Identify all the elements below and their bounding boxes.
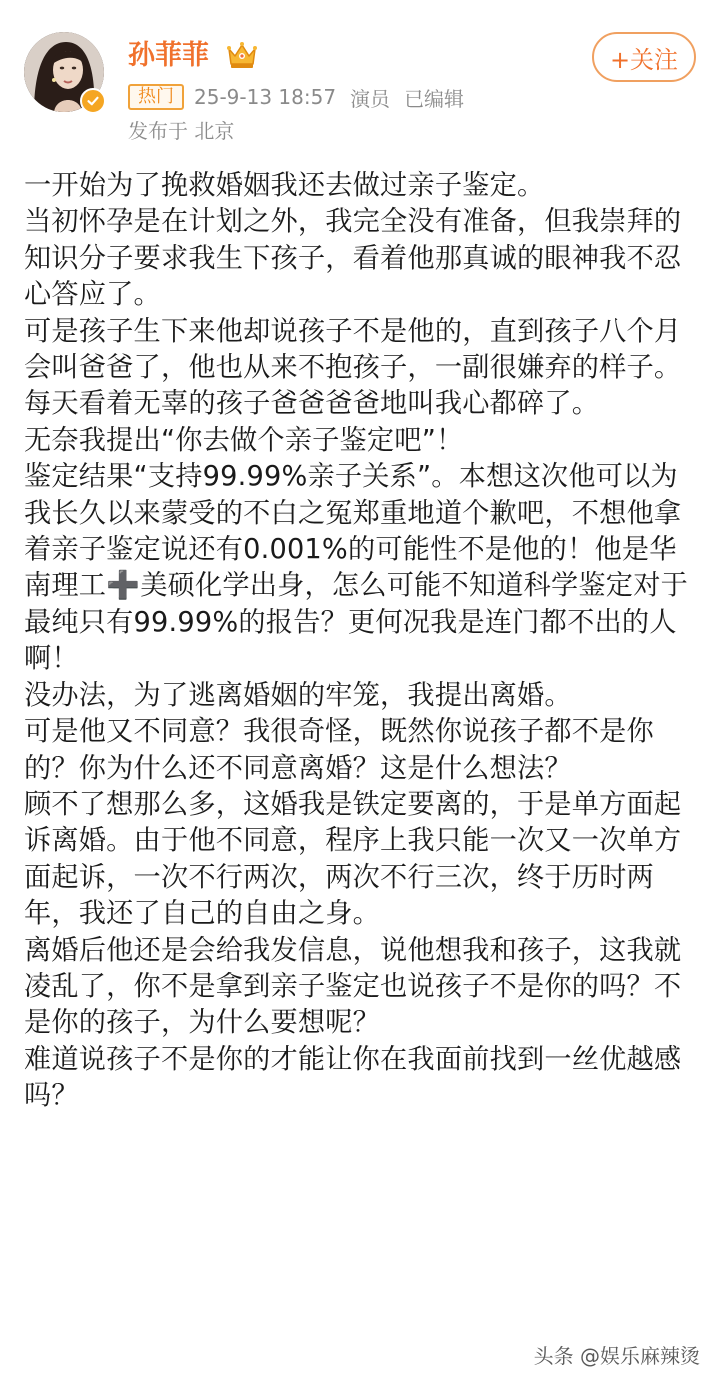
post-datetime: 25-9-13 18:57: [194, 85, 337, 109]
post-paragraph: 无奈我提出“你去做个亲子鉴定吧”！: [24, 424, 464, 456]
post-paragraph: 离婚后他还是会给我发信息，说他想我和孩子，这我就凌乱了，你不是拿到亲子鉴定也说孩子不是你的吗？不是你的孩子，为什么要想呢？: [24, 934, 682, 1039]
post-paragraph: 顾不了想那么多，这婚我是铁定要离的，于是单方面起诉离婚。由于他不同意，程序上我只能一次又一次单方面起诉，一次不行两次，两次不行三次，终于历时两年，我还了自己的自由之身。: [24, 788, 682, 930]
crown-icon: [226, 40, 258, 70]
verified-badge-icon: [80, 88, 106, 114]
post-location: 发布于 北京: [128, 119, 235, 143]
post-paragraph: 一开始为了挽救婚姻我还去做过亲子鉴定。: [24, 170, 545, 201]
author-role: 演员: [350, 86, 391, 111]
post-header: [0, 0, 720, 160]
post-paragraph: 没办法，为了逃离婚姻的牢笼，我提出离婚。: [24, 679, 572, 711]
edited-label[interactable]: 已编辑: [404, 86, 465, 111]
post-paragraph: 可是他又不同意？我很奇怪，既然你说孩子都不是你的？你为什么还不同意离婚？这是什么想法？: [24, 716, 654, 784]
post-meta: [128, 82, 478, 112]
hot-tag: 热门: [128, 84, 184, 110]
follow-button[interactable]: +关注: [592, 32, 696, 82]
watermark: 头条 @娱乐麻辣烫: [533, 1344, 700, 1368]
post-body: [24, 168, 700, 1115]
post-paragraph: 鉴定结果“支持99.99%亲子关系”。本想这次他可以为我长久以来蒙受的不白之冤郑重地道个歉吧，不想他拿着亲子鉴定说还有0.001%的可能性不是他的！他是华南理工➕美硕化学出身，怎么可能不知道科学鉴定对于最纯只有99.99%的报告？更何况我是连门都不出的人啊！: [24, 461, 688, 675]
username[interactable]: 孙菲菲: [128, 40, 209, 71]
post-paragraph: 可是孩子生下来他却说孩子不是他的，直到孩子八个月会叫爸爸了，他也从来不抱孩子，一副很嫌弃的样子。每天看着无辜的孩子爸爸爸爸地叫我心都碎了。: [24, 315, 682, 420]
post-paragraph: 当初怀孕是在计划之外，我完全没有准备，但我崇拜的知识分子要求我生下孩子，看着他那真诚的眼神我不忍心答应了。: [24, 206, 682, 311]
post-paragraph: 难道说孩子不是你的才能让你在我面前找到一丝优越感吗？: [24, 1043, 682, 1112]
